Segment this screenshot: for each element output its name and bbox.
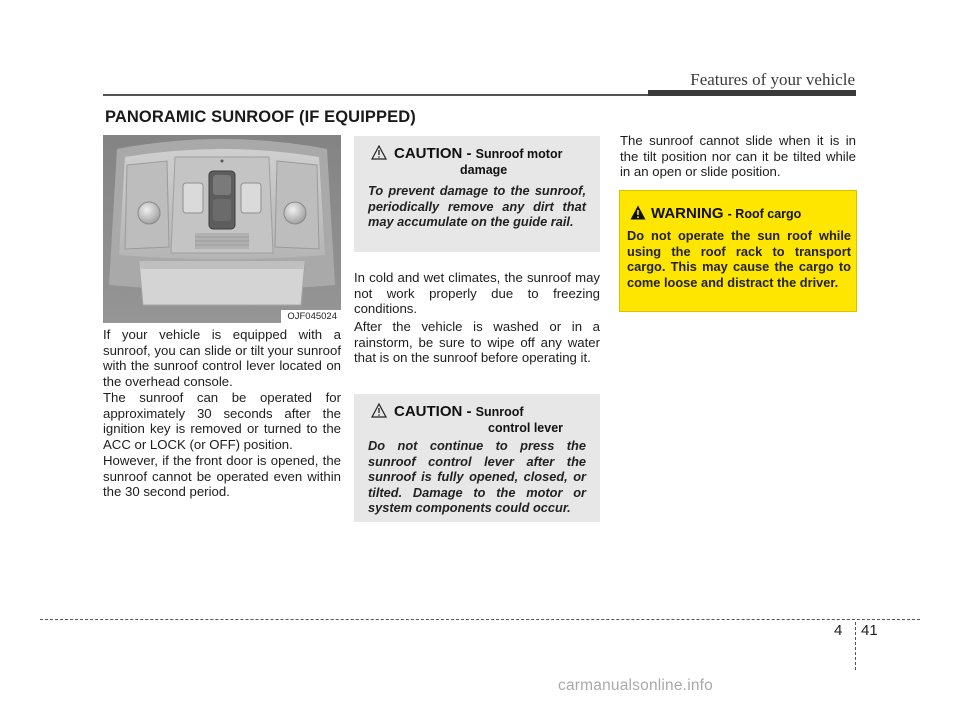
header-rule: [103, 94, 650, 96]
paragraph-3: However, if the front door is opened, the sunroof cannot be operated even within the 30 second period.: [103, 453, 341, 500]
caution-title-line2: damage: [460, 163, 508, 177]
paragraph-4: In cold and wet climates, the sunroof may not work properly due to freezing conditions.: [354, 270, 600, 317]
warning-title: - Roof cargo: [727, 207, 802, 221]
warning-heading: [651, 205, 801, 222]
watermark: carmanualsonline.info: [558, 677, 713, 694]
caution-box-motor-damage: [354, 136, 600, 252]
paragraph-6: The sunroof cannot slide when it is in the tilt position nor can it be tilted while in an open or slide position.: [620, 133, 856, 180]
paragraph-1: If your vehicle is equipped with a sunroof, you can slide or tilt your sunroof with the sunroof control lever located on the overhead console.: [103, 327, 341, 389]
overhead-console-illustration: [103, 135, 341, 323]
caution-triangle-icon: [371, 145, 387, 160]
section-title: PANORAMIC SUNROOF (IF EQUIPPED): [105, 108, 416, 126]
paragraph-5: After the vehicle is washed or in a rainstorm, be sure to wipe off any water that is on the sunroof before operating it.: [354, 319, 600, 366]
chapter-number: 4: [834, 622, 843, 639]
header-bar: [648, 90, 856, 96]
caution-box-control-lever: [354, 394, 600, 522]
figure-code: OJF045024: [281, 310, 341, 323]
caution-title-line2: control lever: [488, 421, 564, 435]
warning-label: WARNING: [651, 205, 724, 222]
running-header: Features of your vehicle: [690, 70, 855, 89]
caution-label: CAUTION -: [394, 145, 472, 162]
footer-divider: [855, 622, 856, 670]
caution-heading: [394, 145, 562, 162]
caution-heading: [394, 403, 524, 420]
page-number: 41: [861, 622, 878, 639]
warning-box-roof-cargo: [619, 190, 857, 312]
overhead-console-photo: [103, 135, 341, 323]
caution-title-line1: Sunroof motor: [475, 147, 563, 161]
warning-text: Do not operate the sun roof while using the roof rack to transport cargo. This may cause the cargo to come loose and distract the driver.: [627, 228, 851, 290]
caution-text: Do not continue to press the sunroof control lever after the sunroof is fully opened, closed, or tilted. Damage to the motor or system components could occur.: [368, 438, 586, 515]
paragraph-2: The sunroof can be operated for approximately 30 seconds after the ignition key is removed or turned to the ACC or LOCK (or OFF) position.: [103, 390, 341, 452]
footer-rule: [40, 619, 920, 620]
caution-title-line1: Sunroof: [475, 405, 524, 419]
caution-text: To prevent damage to the sunroof, periodically remove any dirt that may accumulate on the guide rail.: [368, 183, 586, 229]
warning-triangle-icon: [630, 205, 646, 220]
caution-triangle-icon: [371, 403, 387, 418]
caution-label: CAUTION -: [394, 403, 472, 420]
